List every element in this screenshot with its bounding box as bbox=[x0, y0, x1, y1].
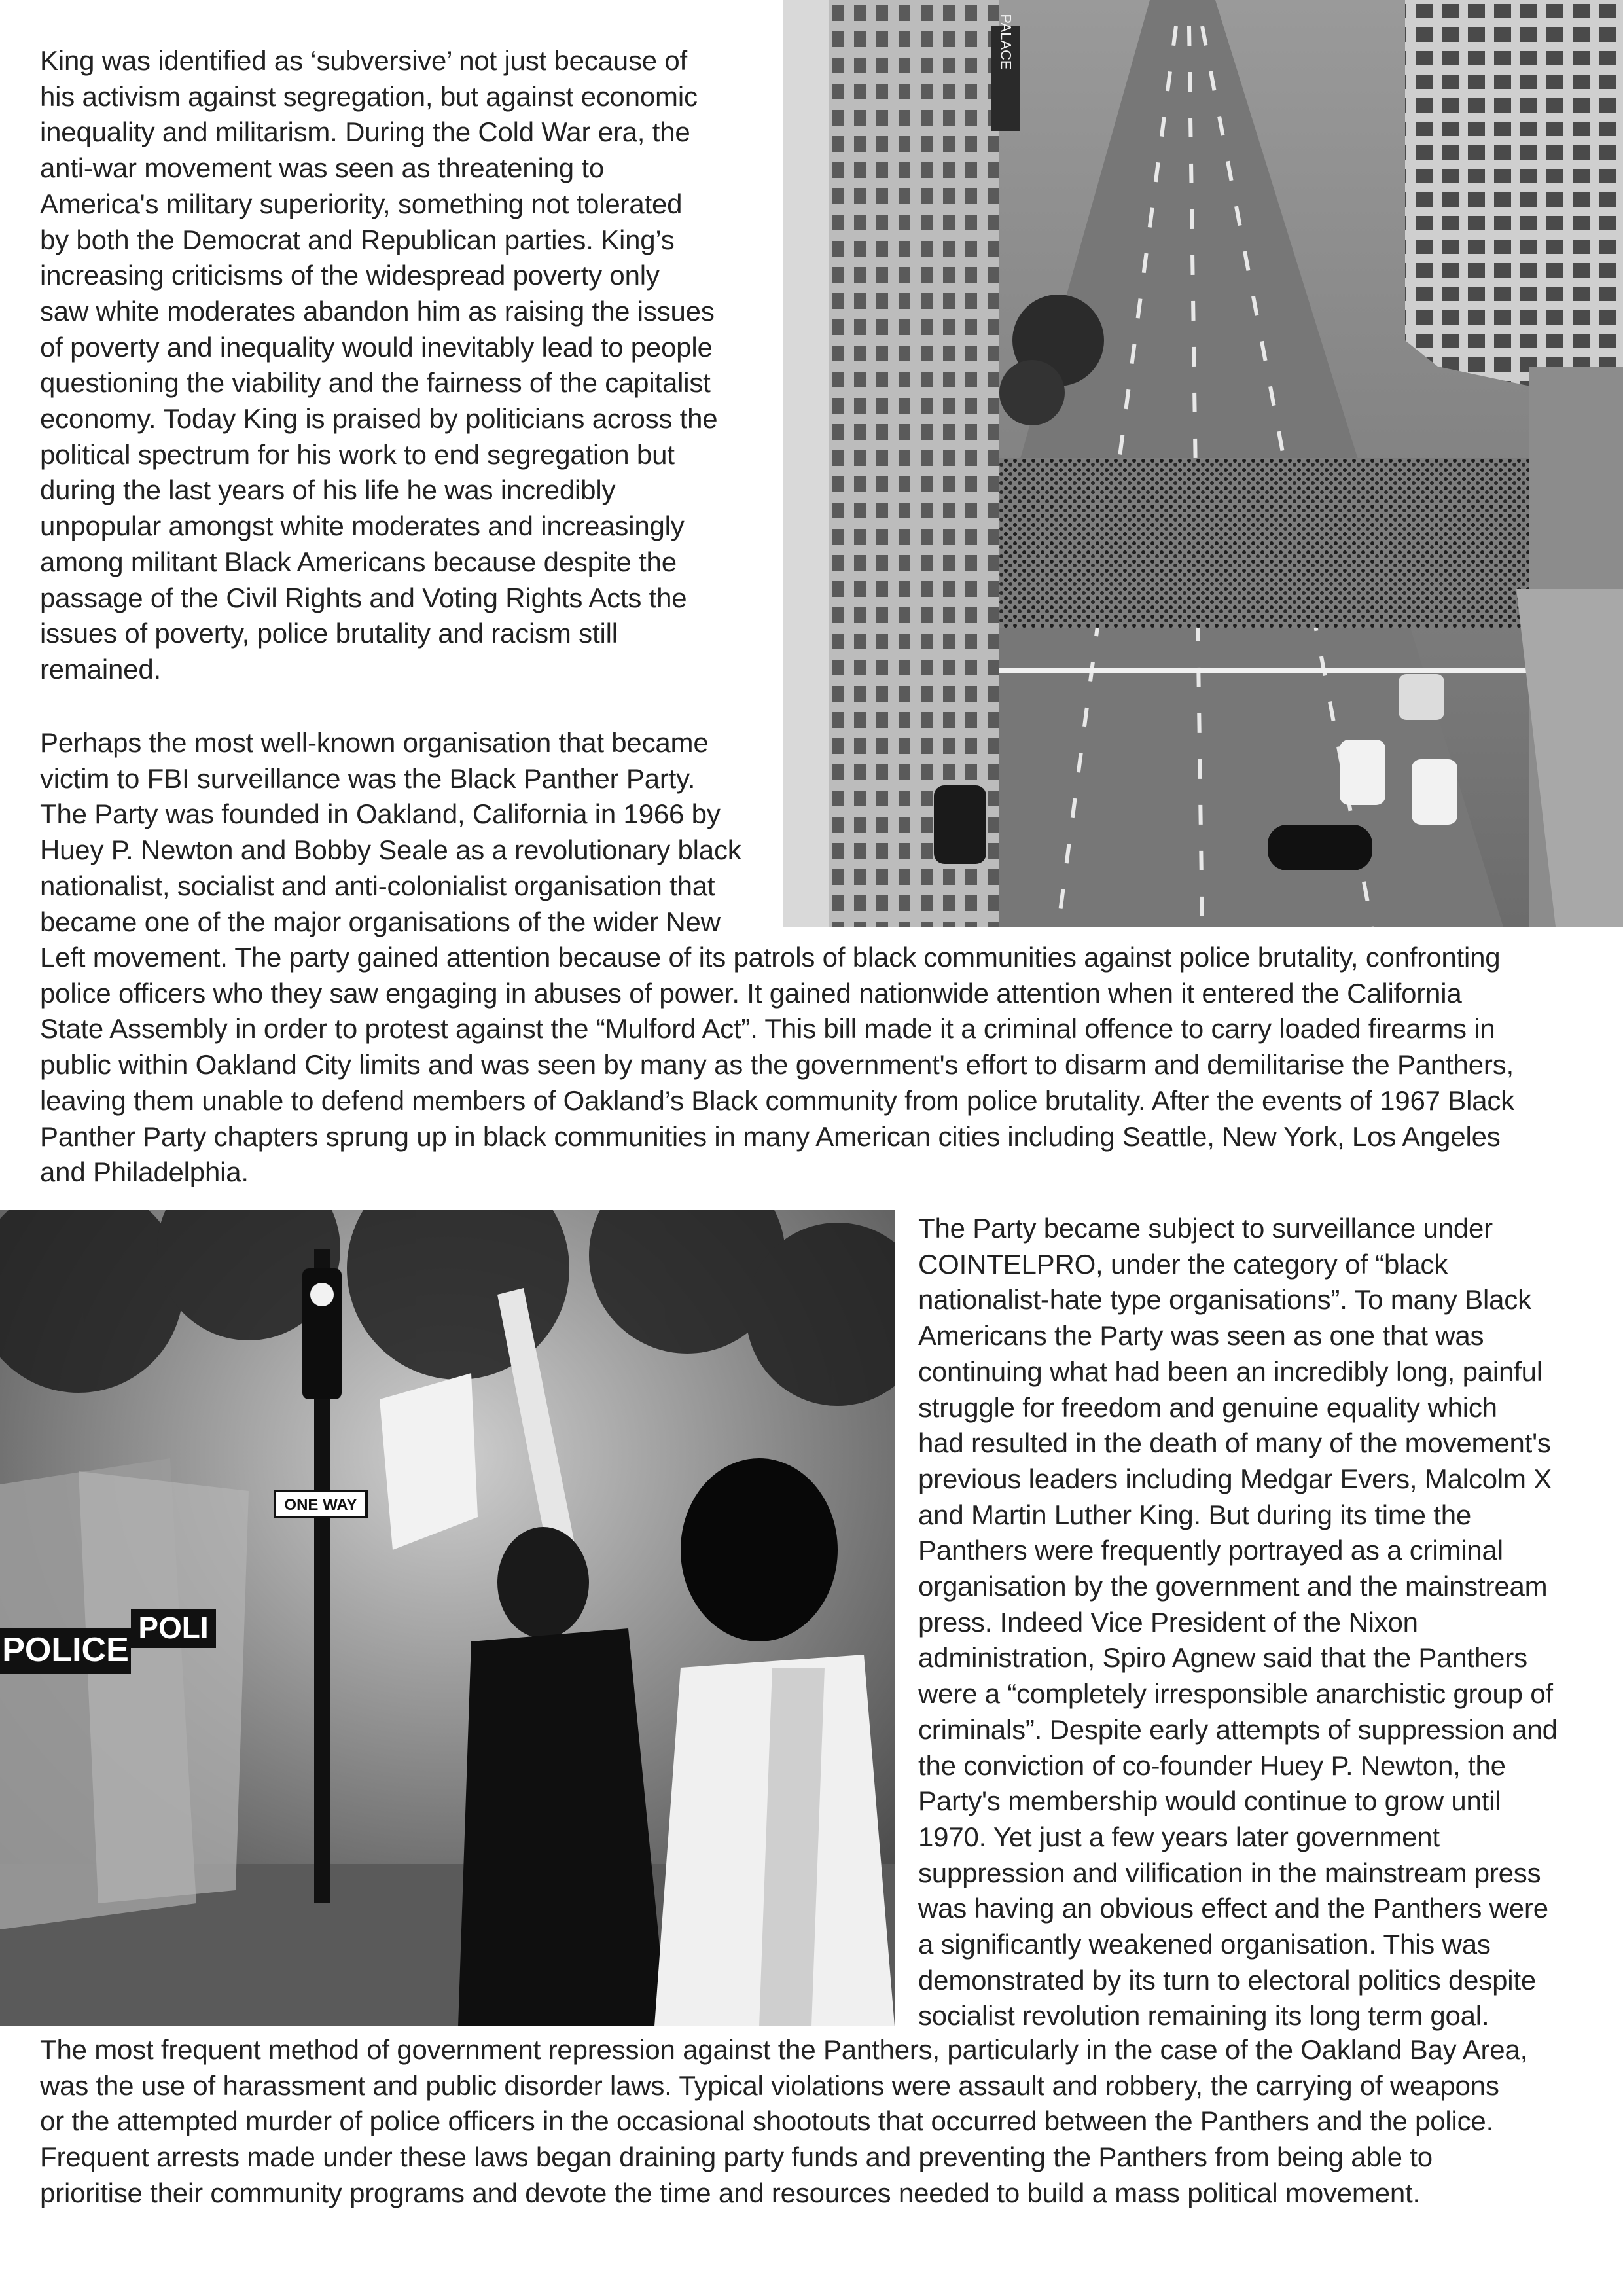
text-line: continuing what had been an incredibly long, painful bbox=[918, 1355, 1543, 1387]
text-line: passage of the Civil Rights and Voting Rights Acts the bbox=[40, 582, 687, 613]
paragraph-2-wide bbox=[40, 940, 1514, 1191]
text-line: was the use of harassment and public disorder laws. Typical violations were assault and robbery, the carrying of weapons bbox=[40, 2070, 1499, 2101]
text-line: during the last years of his life he was incredibly bbox=[40, 475, 616, 506]
text-line: Panthers were frequently portrayed as a criminal bbox=[918, 1535, 1503, 1566]
text-line: questioning the viability and the fairness of the capitalist bbox=[40, 367, 711, 399]
car bbox=[934, 785, 986, 864]
paragraph-1 bbox=[40, 43, 717, 688]
car bbox=[1399, 674, 1444, 720]
text-line: nationalist, socialist and anti-colonialist organisation that bbox=[40, 870, 715, 901]
text-line: The most frequent method of government repression against the Panthers, particularly in the case of the Oakland Bay Area, bbox=[40, 2034, 1528, 2065]
text-line: The Party was founded in Oakland, California in 1966 by bbox=[40, 798, 721, 830]
text-line: police officers who they saw engaging in abuses of power. It gained nationwide attention when it entered the California bbox=[40, 977, 1462, 1009]
text-line: Americans the Party was seen as one that was bbox=[918, 1320, 1484, 1352]
protest-photo bbox=[0, 1210, 895, 2026]
street-aerial-illustration bbox=[783, 0, 1623, 927]
text-line: were a “completely irresponsible anarchistic group of bbox=[918, 1678, 1553, 1710]
text-line: Perhaps the most well-known organisation that became bbox=[40, 727, 709, 758]
text-line: previous leaders including Medgar Evers, Malcolm X bbox=[918, 1463, 1552, 1494]
text-line: Left movement. The party gained attention because of its patrols of black communities against police brutality, confronting bbox=[40, 942, 1501, 973]
text-line: political spectrum for his work to end segregation but bbox=[40, 439, 675, 470]
text-line: organisation by the government and the mainstream bbox=[918, 1571, 1548, 1602]
text-line: increasing criticisms of the widespread poverty only bbox=[40, 260, 660, 291]
text-line: and Martin Luther King. But during its time the bbox=[918, 1499, 1472, 1530]
paragraph-4 bbox=[40, 2032, 1527, 2212]
text-line: among militant Black Americans because despite the bbox=[40, 546, 677, 577]
text-line: demonstrated by its turn to electoral politics despite bbox=[918, 1964, 1537, 1996]
text-line: prioritise their community programs and devote the time and resources needed to build a mass political movement. bbox=[40, 2177, 1420, 2208]
text-line: of poverty and inequality would inevitably lead to people bbox=[40, 331, 713, 363]
car bbox=[1268, 825, 1372, 870]
palace-sign-text: PALACE bbox=[997, 14, 1014, 70]
text-line: unpopular amongst white moderates and increasingly bbox=[40, 511, 685, 542]
text-line: anti-war movement was seen as threatening to bbox=[40, 152, 604, 184]
text-line: a significantly weakened organisation. This was bbox=[918, 1929, 1491, 1960]
text-line: by both the Democrat and Republican parties. King’s bbox=[40, 224, 675, 255]
text-line: remained. bbox=[40, 653, 161, 685]
text-line: or the attempted murder of police officers in the occasional shootouts that occurred between the Panthers and the police. bbox=[40, 2106, 1494, 2137]
text-line: economy. Today King is praised by politicians across the bbox=[40, 403, 718, 435]
street-aerial-photo bbox=[783, 0, 1623, 927]
text-line: and Philadelphia. bbox=[40, 1157, 249, 1188]
text-line: was having an obvious effect and the Panthers were bbox=[918, 1893, 1548, 1924]
text-line: Party's membership would continue to grow until bbox=[918, 1785, 1501, 1817]
police-shields bbox=[0, 1458, 249, 1929]
text-line: the conviction of co-founder Huey P. Newton, the bbox=[918, 1749, 1506, 1781]
paragraph-3 bbox=[918, 1211, 1558, 2034]
text-line: leaving them unable to defend members of Oakland’s Black community from police brutality. After the events of 1967 Black bbox=[40, 1085, 1514, 1116]
text-line: Frequent arrests made under these laws began draining party funds and preventing the Panthers from being able to bbox=[40, 2142, 1433, 2173]
police-shield-text: POLI bbox=[138, 1611, 209, 1645]
text-line: King was identified as ‘subversive’ not just because of bbox=[40, 45, 688, 76]
text-line: struggle for freedom and genuine equality which bbox=[918, 1391, 1497, 1423]
police-shield-text: POLICE bbox=[2, 1631, 129, 1669]
text-line: criminals”. Despite early attempts of suppression and bbox=[918, 1713, 1558, 1745]
text-line: socialist revolution remaining its long term goal. bbox=[918, 2000, 1489, 2032]
text-line: victim to FBI surveillance was the Black Panther Party. bbox=[40, 762, 696, 794]
text-line: inequality and militarism. During the Cold War era, the bbox=[40, 117, 690, 148]
text-line: press. Indeed Vice President of the Nixon bbox=[918, 1606, 1418, 1638]
car bbox=[1340, 740, 1385, 805]
text-line: administration, Spiro Agnew said that the Panthers bbox=[918, 1642, 1527, 1674]
text-line: 1970. Yet just a few years later government bbox=[918, 1821, 1440, 1852]
protest-illustration bbox=[0, 1210, 895, 2026]
text-line: became one of the major organisations of the wider New bbox=[40, 906, 721, 937]
text-line: Panther Party chapters sprung up in black communities in many American cities including Seattle, New York, Los Angeles bbox=[40, 1121, 1501, 1152]
one-way-sign-text: ONE WAY bbox=[284, 1496, 357, 1514]
text-line: saw white moderates abandon him as raising the issues bbox=[40, 295, 715, 327]
car bbox=[1412, 759, 1457, 825]
text-line: The Party became subject to surveillance under bbox=[918, 1213, 1493, 1244]
text-line: issues of poverty, police brutality and racism still bbox=[40, 618, 618, 649]
text-line: had resulted in the death of many of the movement's bbox=[918, 1427, 1551, 1459]
text-line: public within Oakland City limits and was seen by many as the government's effort to disarm and demilitarise the Panthers, bbox=[40, 1049, 1514, 1081]
text-line: COINTELPRO, under the category of “black bbox=[918, 1248, 1448, 1280]
text-line: suppression and vilification in the mainstream press bbox=[918, 1857, 1541, 1888]
right-building bbox=[1405, 0, 1623, 406]
text-line: nationalist-hate type organisations”. To many Black bbox=[918, 1284, 1531, 1316]
paragraph-2-narrow bbox=[40, 725, 741, 940]
text-line: Huey P. Newton and Bobby Seale as a revolutionary black bbox=[40, 834, 741, 866]
text-line: America's military superiority, something not tolerated bbox=[40, 188, 683, 219]
text-line: State Assembly in order to protest against the “Mulford Act”. This bill made it a criminal offence to carry loaded firearms in bbox=[40, 1013, 1495, 1045]
text-line: his activism against segregation, but against economic bbox=[40, 81, 698, 112]
